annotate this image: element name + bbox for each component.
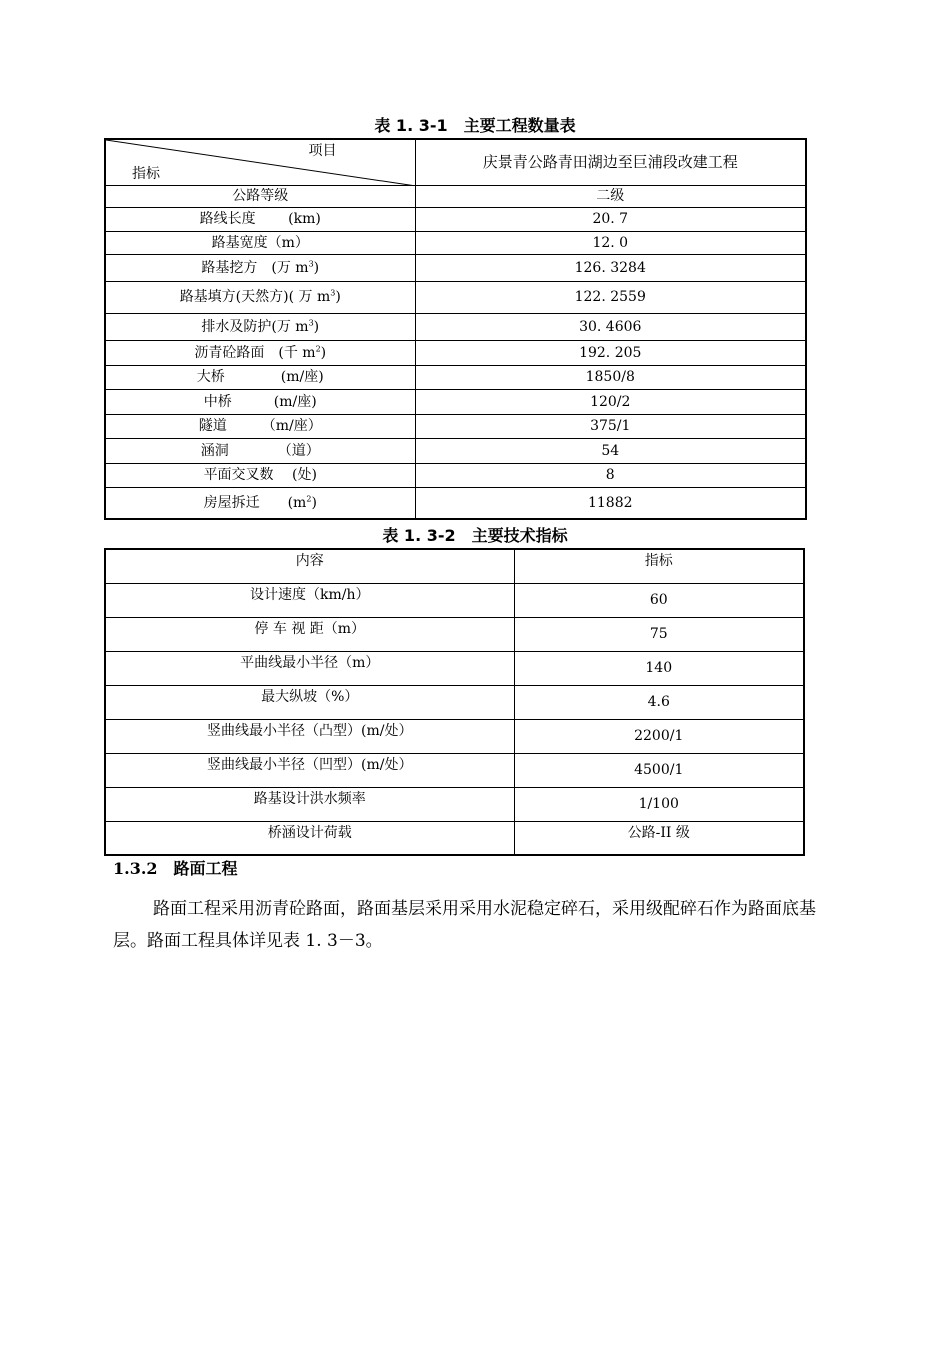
row-label: 涵洞 （道） bbox=[105, 438, 415, 463]
table1-body bbox=[105, 185, 806, 519]
row-value: 12. 0 bbox=[415, 231, 806, 254]
row-label: 路基填方(天然方)( 万 $m^3$) bbox=[105, 281, 415, 313]
table-row bbox=[105, 685, 804, 719]
row-label: 桥涵设计荷载 bbox=[105, 821, 514, 855]
row-label: 平面交叉数 (处) bbox=[105, 463, 415, 487]
table-row bbox=[105, 365, 806, 389]
table1-header-row bbox=[105, 139, 806, 185]
row-value: 30. 4606 bbox=[415, 313, 806, 340]
row-label: 停 车 视 距（m） bbox=[105, 617, 514, 651]
row-value: 4500/1 bbox=[514, 753, 804, 787]
table-row bbox=[105, 281, 806, 313]
table-row bbox=[105, 414, 806, 438]
table-row bbox=[105, 438, 806, 463]
row-value: 二级 bbox=[415, 185, 806, 207]
table2-caption: 表 1. 3-2 主要技术指标 bbox=[382, 526, 568, 545]
content-header: 内容 bbox=[105, 549, 514, 583]
row-label: 设计速度（km/h） bbox=[105, 583, 514, 617]
row-label: 中桥 (m/座) bbox=[105, 389, 415, 414]
table-row bbox=[105, 389, 806, 414]
row-label: 排水及防护(万 $m^3$) bbox=[105, 313, 415, 340]
indicator-header-label: 指标 bbox=[132, 165, 160, 182]
row-label: 竖曲线最小半径（凹型）(m/处） bbox=[105, 753, 514, 787]
row-value: 4.6 bbox=[514, 685, 804, 719]
row-value: 公路-II 级 bbox=[514, 821, 804, 855]
table-row bbox=[105, 340, 806, 365]
table1-caption: 表 1. 3-1 主要工程数量表 bbox=[374, 116, 576, 135]
row-label: 平曲线最小半径（m） bbox=[105, 651, 514, 685]
section-heading: 1.3.2 路面工程 bbox=[113, 859, 238, 878]
row-label: 隧道 （m/座） bbox=[105, 414, 415, 438]
table2-header-row bbox=[105, 549, 804, 583]
row-label: 路线长度 (km) bbox=[105, 207, 415, 231]
row-value: 8 bbox=[415, 463, 806, 487]
indicator-header: 指标 bbox=[514, 549, 804, 583]
table-row bbox=[105, 583, 804, 617]
table-row bbox=[105, 821, 804, 855]
row-label: 公路等级 bbox=[105, 185, 415, 207]
row-value: 54 bbox=[415, 438, 806, 463]
row-value: 140 bbox=[514, 651, 804, 685]
row-value: 375/1 bbox=[415, 414, 806, 438]
technical-indicators-table bbox=[104, 548, 805, 856]
table-row bbox=[105, 617, 804, 651]
project-name-header: 庆景青公路青田湖边至巨浦段改建工程 bbox=[415, 139, 806, 185]
row-value: 2200/1 bbox=[514, 719, 804, 753]
quantities-table bbox=[104, 138, 807, 520]
row-value: 1850/8 bbox=[415, 365, 806, 389]
table-row bbox=[105, 313, 806, 340]
section-paragraph: 路面工程采用沥青砼路面，路面基层采用采用水泥稳定碎石，采用级配碎石作为路面底基层。路面工程具体详见表 1. 3－3。 bbox=[113, 899, 816, 951]
row-label: 最大纵坡（%） bbox=[105, 685, 514, 719]
row-value: 122. 2559 bbox=[415, 281, 806, 313]
row-value: 11882 bbox=[415, 487, 806, 519]
diagonal-header-cell bbox=[105, 139, 415, 185]
row-label: 路基宽度（m） bbox=[105, 231, 415, 254]
table-row bbox=[105, 487, 806, 519]
row-value: 75 bbox=[514, 617, 804, 651]
row-label: 路基挖方 (万 $m^3$) bbox=[105, 254, 415, 281]
table-row bbox=[105, 254, 806, 281]
item-header-label: 项目 bbox=[308, 143, 337, 159]
table-row bbox=[105, 463, 806, 487]
row-value: 192. 205 bbox=[415, 340, 806, 365]
row-value: 120/2 bbox=[415, 389, 806, 414]
table-row bbox=[105, 753, 804, 787]
table-row bbox=[105, 207, 806, 231]
table-row bbox=[105, 651, 804, 685]
row-label: 房屋拆迁 $(m^2)$ bbox=[105, 487, 415, 519]
table-row bbox=[105, 231, 806, 254]
table-row bbox=[105, 787, 804, 821]
table-row bbox=[105, 185, 806, 207]
row-value: 20. 7 bbox=[415, 207, 806, 231]
row-value: 1/100 bbox=[514, 787, 804, 821]
row-label: 竖曲线最小半径（凸型）(m/处） bbox=[105, 719, 514, 753]
table2-body bbox=[105, 583, 804, 855]
row-label: 大桥 (m/座) bbox=[105, 365, 415, 389]
row-value: 126. 3284 bbox=[415, 254, 806, 281]
row-label: 路基设计洪水频率 bbox=[105, 787, 514, 821]
table-row bbox=[105, 719, 804, 753]
row-label: 沥青砼路面 (千 $m^2$) bbox=[105, 340, 415, 365]
row-value: 60 bbox=[514, 583, 804, 617]
